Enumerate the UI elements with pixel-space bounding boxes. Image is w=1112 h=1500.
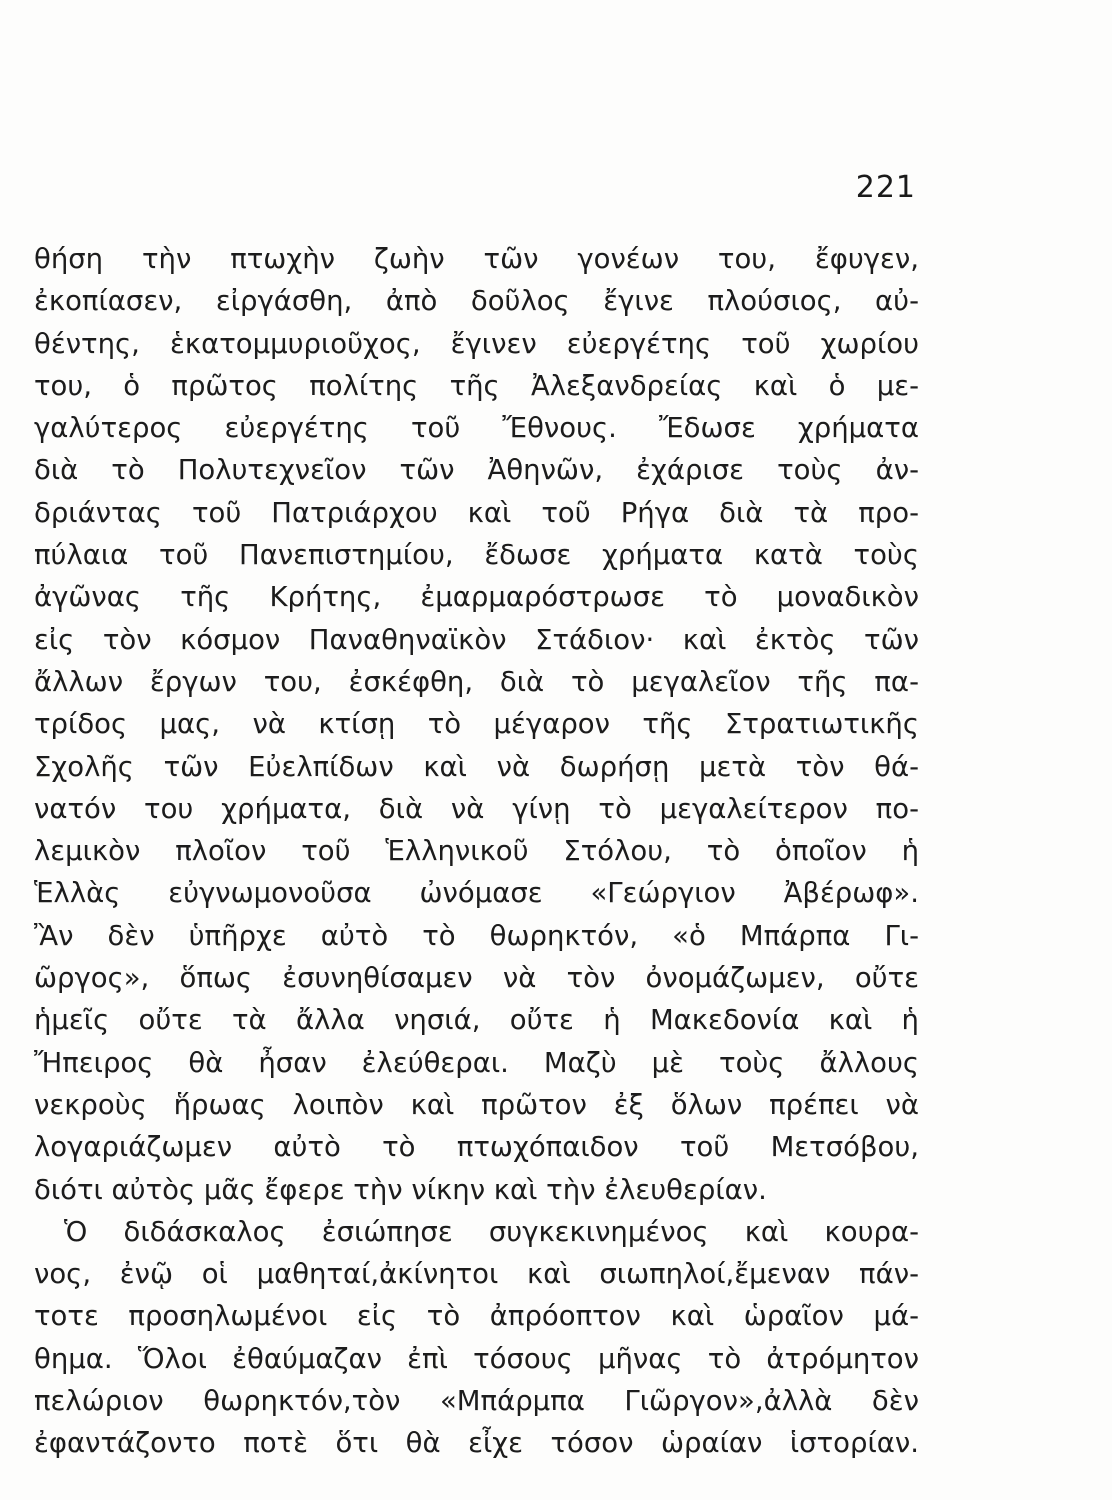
text-line: Ἑλλὰς εὐγνωμονοῦσα ὠνόμασε «Γεώργιον Ἀβέρωφ». [34,877,919,910]
paragraph [34,238,919,1211]
text-line: θημα. Ὅλοι ἐθαύμαζαν ἐπὶ τόσους μῆνας τὸ ἀτρόμητον [34,1342,919,1375]
text-line: ἐκοπίασεν, εἰργάσθη, ἀπὸ δοῦλος ἔγινε πλούσιος, αὐ- [34,285,919,318]
text-line: λογαριάζωμεν αὐτὸ τὸ πτωχόπαιδον τοῦ Μετσόβου, [34,1131,919,1164]
text-line: τρίδος μας, νὰ κτίσῃ τὸ μέγαρον τῆς Στρατιωτικῆς [34,708,919,741]
text-line: διὰ τὸ Πολυτεχνεῖον τῶν Ἀθηνῶν, ἐχάρισε τοὺς ἀν- [34,454,919,487]
text-line: τοτε προσηλωμένοι εἰς τὸ ἀπρόοπτον καὶ ὡραῖον μά- [34,1300,919,1333]
text-line: λεμικὸν πλοῖον τοῦ Ἑλληνικοῦ Στόλου, τὸ ὁποῖον ἡ [34,835,919,868]
text-line: ἄλλων ἔργων του, ἐσκέφθη, διὰ τὸ μεγαλεῖον τῆς πα- [34,665,919,698]
text-line: νατόν του χρήματα, διὰ νὰ γίνῃ τὸ μεγαλείτερον πο- [34,792,919,825]
body-text [34,238,919,1465]
text-line: δριάντας τοῦ Πατριάρχου καὶ τοῦ Ρήγα διὰ τὰ προ- [34,496,919,529]
text-line: ἀγῶνας τῆς Κρήτης, ἐμαρμαρόστρωσε τὸ μοναδικὸν [34,581,919,614]
text-line: θήση τὴν πτωχὴν ζωὴν τῶν γονέων του, ἔφυγεν, [34,243,919,275]
text-line: εἰς τὸν κόσμον Παναθηναϊκὸν Στάδιον· καὶ ἐκτὸς τῶν [34,623,919,656]
text-line: πύλαια τοῦ Πανεπιστημίου, ἔδωσε χρήματα κατὰ τοὺς [34,539,919,572]
text-line: διότι αὐτὸς μᾶς ἔφερε τὴν νίκην καὶ τὴν ἐλευθερίαν. [34,1173,767,1206]
text-line: Ὁ διδάσκαλος ἐσιώπησε συγκεκινημένος καὶ κουρα- [64,1215,919,1248]
text-line: ῶργος», ὅπως ἐσυνηθίσαμεν νὰ τὸν ὀνομάζωμεν, οὔτε [34,962,919,995]
text-line: Σχολῆς τῶν Εὐελπίδων καὶ νὰ δωρήσῃ μετὰ τὸν θά- [34,750,919,783]
text-line: πελώριον θωρηκτόν,τὸν «Μπάρμπα Γιῶργον»,ἀλλὰ δὲν [34,1385,919,1418]
text-line: γαλύτερος εὐεργέτης τοῦ Ἔθνους. Ἔδωσε χρήματα [34,412,919,445]
text-line: θέντης, ἑκατομμυριοῦχος, ἔγινεν εὐεργέτης τοῦ χωρίου [34,327,919,360]
paragraph [34,1211,919,1465]
text-line: ἡμεῖς οὔτε τὰ ἄλλα νησιά, οὔτε ἡ Μακεδονία καὶ ἡ [34,1004,919,1037]
text-line: νεκροὺς ἥρωας λοιπὸν καὶ πρῶτον ἐξ ὅλων πρέπει νὰ [34,1088,919,1121]
page-number: 221 [855,170,916,205]
text-line: Ἤπειρος θὰ ἦσαν ἐλεύθεραι. Μαζὺ μὲ τοὺς ἄλλους [34,1046,919,1079]
text-line: του, ὁ πρῶτος πολίτης τῆς Ἀλεξανδρείας καὶ ὁ με- [34,369,919,402]
text-line: Ἂν δὲν ὑπῆρχε αὐτὸ τὸ θωρηκτόν, «ὁ Μπάρπα Γι- [34,919,919,952]
text-line: ἐφαντάζοντο ποτὲ ὅτι θὰ εἶχε τόσον ὡραίαν ἱστορίαν. [34,1427,919,1460]
text-line: νος, ἐνῷ οἱ μαθηταί,ἀκίνητοι καὶ σιωπηλοί,ἔμεναν πάν- [34,1258,919,1291]
